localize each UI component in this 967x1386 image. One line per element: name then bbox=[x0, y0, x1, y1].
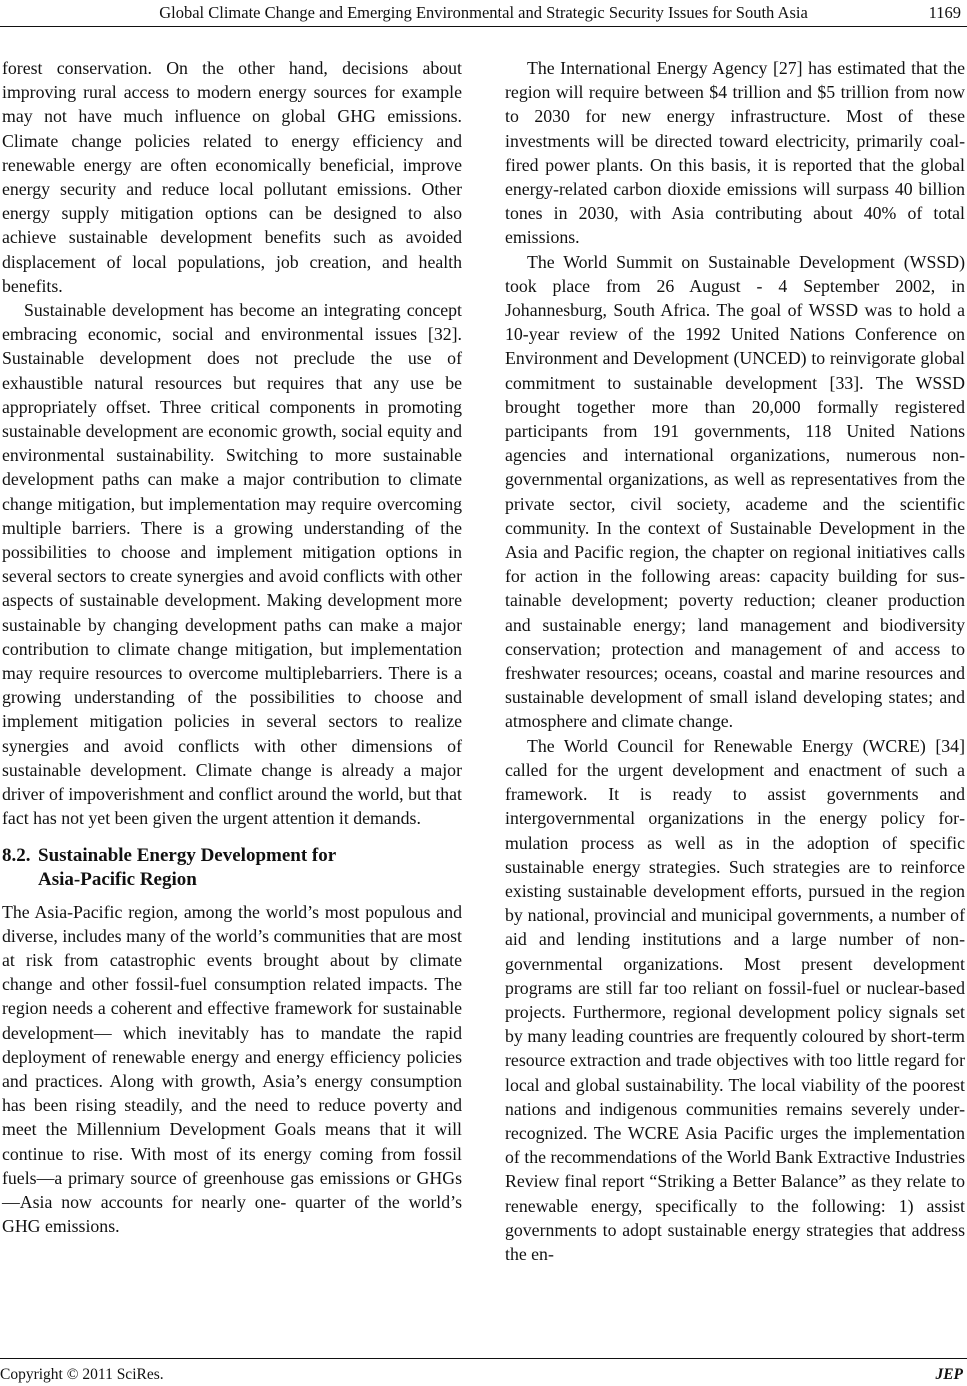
header-rule bbox=[0, 26, 967, 27]
section-number: 8.2. bbox=[2, 844, 31, 866]
right-column bbox=[505, 56, 965, 1266]
copyright-notice: Copyright © 2011 SciRes. bbox=[0, 1366, 164, 1383]
paragraph: The International Energy Agency [27] has estimated that the region will require between $4 trillion and $5 trillion from now to 2030 for new energy infrastructure. Most of these investments will be directed toward electricity, primarily coal-fired power plants. On this basis, it is reported that the global energy-related carbon dioxide emissions will surpass 40 billion tones in 2030, with Asia contributing about 40% of total emissions. bbox=[505, 58, 965, 248]
paragraph: The Asia-Pacific region, among the world’s most populous and diverse, includes many of the world’s communities that are most at risk from catastrophic events brought about by climate change and other fossil-fuel consumption related impacts. The region needs a coherent and effective framework for sustainable development— which inevitably has to mandate the rapid deployment of renewable energy and energy efficiency policies and practices. Along with growth, Asia’s energy consumption has been rising steadily, and the need to reduce poverty and meet the Millennium Development Goals means that it will continue to rise. With most of its energy coming from fossil fuels—a primary source of greenhouse gas emissions or GHGs—Asia now accounts for nearly one- quarter of the world’s GHG emissions. bbox=[2, 901, 462, 1237]
paragraph: forest conservation. On the other hand, decisions about improving rural access to modern energy sources for example may not have much influence on global GHG emissions. Climate change policies related to energy efficiency and renewable energy are often economically beneficial, improve energy security and reduce local pollutant emissions. Other energy supply mitigation options can be designed to also achieve sustainable development benefits such as avoided displacement of local populations, job creation, and health benefits. bbox=[2, 58, 462, 296]
paragraph: The World Summit on Sustainable Development (WSSD) took place from 26 August - 4 September 2002, in Johannesburg, South Africa. The goal of WSSD was to hold a 10-year review of the 1992 United Nations Conference on Environment and Development (UNCED) to reinvigorate global commitment to sustainable development [33]. The WSSD brought together more than 20,000 formally registered participants from 191 governments, 118 United Nations agencies and international organizations, numerous non-governmental organizations, as well as representatives from the private sector, civil society, academe and the scientific community. In the context of Sustainable Development in the Asia and Pacific region, the chapter on regional initiatives calls for action in the following areas: capacity building for sustainable development; poverty reduction; cleaner production and sustainable energy; land management and biodiversity conservation; protection and management of and access to freshwater resources; oceans, coastal and marine resources and sustainable development of small island developing states; and atmosphere and climate change. bbox=[505, 251, 965, 732]
left-column bbox=[2, 56, 462, 1238]
paragraph: The World Council for Renewable Energy (WCRE) [34] called for the urgent development and enactment of such a framework. It is ready to assist governments and intergovernmental organizations in the energy policy formulation process as well as in the adoption of specific sustainable energy strategies. Such strategies are to reinforce existing sustainable development efforts, pursued in the region by national, provincial and municipal governments, a number of aid and lending institutions and a large number of non-governmental organizations. Most present development programs are still far too reliant on fossil-fuel or nuclear-based projects. Furthermore, regional development policy signals set by many leading countries are frequently coloured by short-term resource extraction and trade objectives with too little regard for local and global sustainability. The local viability of the poorest nations and indigenous communities remains severely under-recognized. The WCRE Asia Pacific urges the implementation of the recommendations of the World Bank Extractive Industries Review final report “Striking a Better Balance” as they relate to renewable energy, specifically to the following: 1) assist governments to adopt sustainable energy strategies that address the en- bbox=[505, 735, 965, 1264]
section-title-line2: Asia-Pacific Region bbox=[38, 868, 197, 890]
paragraph: Sustainable development has become an integrating concept embracing economic, social and environmental issues [32]. Sustainable development does not preclude the use of exhaustible natural resources but requires that any use be appropriately offset. Three critical components in promoting sustainable development are economic growth, social equity and environmental sustainability. Switching to more sustainable development paths can make a major contribution to climate change mitigation, but implementation may require overcoming multiple barriers. There is a growing understanding of the possibilities to choose and implement mitigation options in several sectors to create synergies and avoid conflicts with other aspects of sustainable development. Making development more sustainable by changing development paths can make a major contribution to climate change mitigation, but implementation may require resources to overcome multiplebarriers. There is a growing understanding of the possibilities to choose and implement mitigation policies in several sectors to realize synergies and avoid conflicts with other dimensions of sustainable development. Climate change is already a major driver of impoverishment and conflict around the world, but that fact has not yet been given the urgent attention it demands. bbox=[2, 300, 462, 829]
running-header bbox=[0, 0, 967, 30]
footer-rule bbox=[0, 1358, 967, 1359]
section-title-line1: Sustainable Energy Development for bbox=[38, 844, 337, 866]
running-title: Global Climate Change and Emerging Environmental and Strategic Security Issues for South Asia bbox=[159, 3, 808, 22]
page-number: 1169 bbox=[928, 3, 961, 22]
section-heading bbox=[2, 844, 462, 892]
journal-abbreviation: JEP bbox=[935, 1366, 963, 1383]
